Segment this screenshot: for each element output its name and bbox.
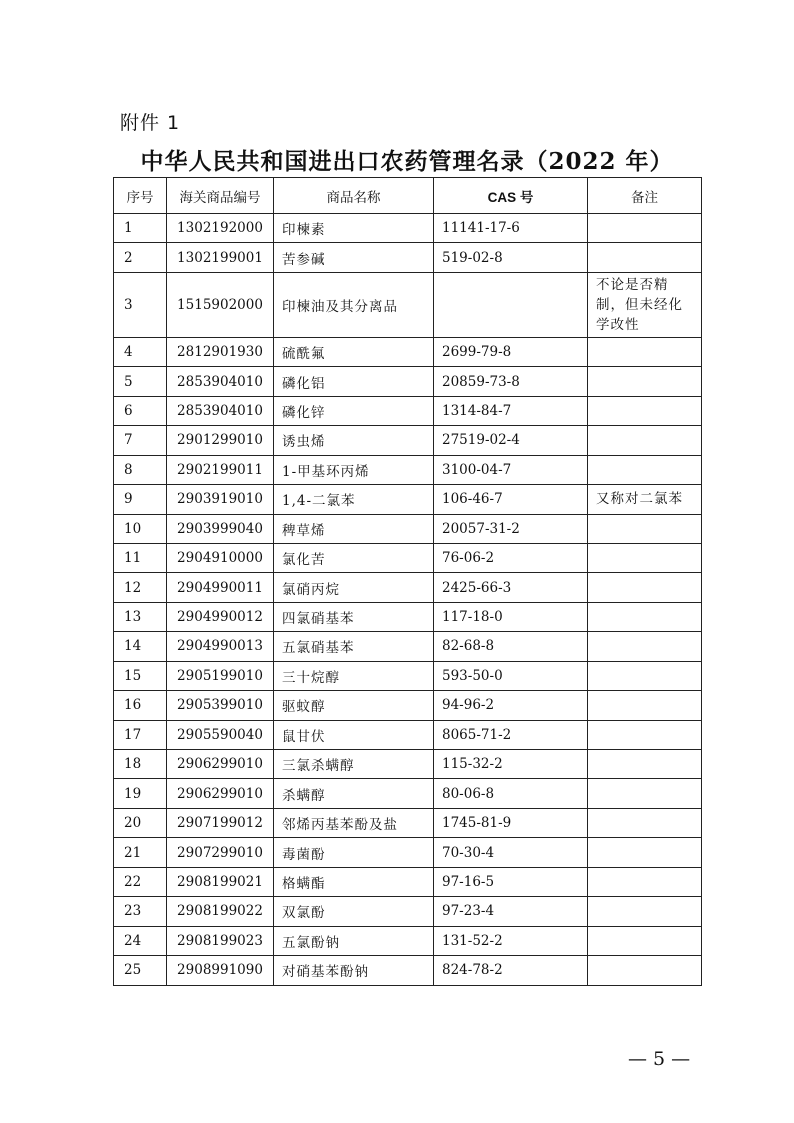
row-note: [588, 337, 702, 366]
row-number: 23: [114, 897, 167, 926]
row-cas-number: 76-06-2: [434, 543, 588, 572]
row-product-name: 毒菌酚: [274, 838, 434, 867]
row-number: 19: [114, 779, 167, 808]
row-hs-code: 2906299010: [167, 750, 274, 779]
row-hs-code: 2903999040: [167, 514, 274, 543]
row-number: 6: [114, 396, 167, 425]
row-hs-code: 2905199010: [167, 661, 274, 690]
row-hs-code: 2853904010: [167, 396, 274, 425]
header-no: 序号: [114, 178, 167, 214]
row-cas-number: 1314-84-7: [434, 396, 588, 425]
header-note: 备注: [588, 178, 702, 214]
row-number: 2: [114, 243, 167, 272]
row-note: [588, 455, 702, 484]
row-cas-number: 80-06-8: [434, 779, 588, 808]
table-row: [114, 867, 702, 896]
table-row: [114, 214, 702, 243]
table-row: [114, 543, 702, 572]
row-hs-code: 2908199023: [167, 926, 274, 955]
row-note: [588, 838, 702, 867]
row-note: [588, 632, 702, 661]
row-hs-code: 2904910000: [167, 543, 274, 572]
table-row: [114, 897, 702, 926]
table-row: [114, 808, 702, 837]
row-product-name: 驱蚊醇: [274, 691, 434, 720]
row-product-name: 氯化苦: [274, 543, 434, 572]
pesticide-table: [113, 177, 702, 986]
row-number: 3: [114, 272, 167, 337]
row-product-name: 氯硝丙烷: [274, 573, 434, 602]
table-row: [114, 632, 702, 661]
row-note: [588, 750, 702, 779]
row-number: 7: [114, 426, 167, 455]
table-header-row: [114, 178, 702, 214]
row-product-name: 1,4-二氯苯: [274, 485, 434, 514]
row-hs-code: 2905399010: [167, 691, 274, 720]
row-cas-number: 106-46-7: [434, 485, 588, 514]
row-note: [588, 867, 702, 896]
row-hs-code: 2906299010: [167, 779, 274, 808]
row-note: [588, 426, 702, 455]
row-product-name: 邻烯丙基苯酚及盐: [274, 808, 434, 837]
row-hs-code: 2853904010: [167, 367, 274, 396]
row-product-name: 稗草烯: [274, 514, 434, 543]
row-cas-number: 3100-04-7: [434, 455, 588, 484]
row-number: 8: [114, 455, 167, 484]
row-note: [588, 808, 702, 837]
header-cas: CAS 号: [434, 178, 588, 214]
table-row: [114, 455, 702, 484]
row-cas-number: 115-32-2: [434, 750, 588, 779]
header-code: 海关商品编号: [167, 178, 274, 214]
row-number: 18: [114, 750, 167, 779]
table-row: [114, 779, 702, 808]
row-product-name: 磷化铝: [274, 367, 434, 396]
table-row: [114, 750, 702, 779]
row-hs-code: 2903919010: [167, 485, 274, 514]
row-number: 24: [114, 926, 167, 955]
row-product-name: 五氯硝基苯: [274, 632, 434, 661]
row-hs-code: 1515902000: [167, 272, 274, 337]
page-number: — 5 —: [628, 1048, 691, 1070]
row-hs-code: 1302192000: [167, 214, 274, 243]
row-cas-number: 519-02-8: [434, 243, 588, 272]
row-hs-code: 2904990011: [167, 573, 274, 602]
row-cas-number: 131-52-2: [434, 926, 588, 955]
row-number: 17: [114, 720, 167, 749]
row-note: [588, 956, 702, 985]
row-cas-number: 27519-02-4: [434, 426, 588, 455]
row-cas-number: 20057-31-2: [434, 514, 588, 543]
table-row: [114, 573, 702, 602]
table-row: [114, 956, 702, 985]
table-row: [114, 367, 702, 396]
row-hs-code: 2904990012: [167, 602, 274, 631]
row-cas-number: 117-18-0: [434, 602, 588, 631]
row-cas-number: 593-50-0: [434, 661, 588, 690]
row-note: [588, 243, 702, 272]
row-product-name: 印楝油及其分离品: [274, 272, 434, 337]
row-hs-code: 2908199021: [167, 867, 274, 896]
row-note: [588, 897, 702, 926]
row-note: [588, 573, 702, 602]
row-number: 12: [114, 573, 167, 602]
table-row: [114, 396, 702, 425]
row-cas-number: 2425-66-3: [434, 573, 588, 602]
row-cas-number: 824-78-2: [434, 956, 588, 985]
annex-label: 附件 1: [120, 112, 181, 134]
table-row: [114, 243, 702, 272]
row-cas-number: 20859-73-8: [434, 367, 588, 396]
row-note: [588, 514, 702, 543]
row-cas-number: 70-30-4: [434, 838, 588, 867]
row-note: 不论是否精制，但未经化学改性: [588, 272, 702, 337]
row-cas-number: 94-96-2: [434, 691, 588, 720]
table-row: [114, 691, 702, 720]
table-row: [114, 272, 702, 337]
row-product-name: 对硝基苯酚钠: [274, 956, 434, 985]
row-product-name: 五氯酚钠: [274, 926, 434, 955]
row-hs-code: 1302199001: [167, 243, 274, 272]
row-product-name: 硫酰氟: [274, 337, 434, 366]
row-note: [588, 926, 702, 955]
table-row: [114, 838, 702, 867]
row-product-name: 四氯硝基苯: [274, 602, 434, 631]
table-row: [114, 514, 702, 543]
row-cas-number: 8065-71-2: [434, 720, 588, 749]
header-name: 商品名称: [274, 178, 434, 214]
row-number: 13: [114, 602, 167, 631]
table-row: [114, 426, 702, 455]
table-row: [114, 720, 702, 749]
row-note: 又称对二氯苯: [588, 485, 702, 514]
row-product-name: 诱虫烯: [274, 426, 434, 455]
row-number: 5: [114, 367, 167, 396]
row-hs-code: 2904990013: [167, 632, 274, 661]
row-note: [588, 367, 702, 396]
row-product-name: 苦参碱: [274, 243, 434, 272]
table-row: [114, 485, 702, 514]
row-note: [588, 543, 702, 572]
row-product-name: 格螨酯: [274, 867, 434, 896]
row-cas-number: 97-16-5: [434, 867, 588, 896]
row-number: 14: [114, 632, 167, 661]
row-product-name: 杀螨醇: [274, 779, 434, 808]
row-hs-code: 2905590040: [167, 720, 274, 749]
row-hs-code: 2812901930: [167, 337, 274, 366]
row-product-name: 鼠甘伏: [274, 720, 434, 749]
table-row: [114, 602, 702, 631]
row-number: 11: [114, 543, 167, 572]
row-number: 25: [114, 956, 167, 985]
row-note: [588, 396, 702, 425]
row-product-name: 印楝素: [274, 214, 434, 243]
row-number: 1: [114, 214, 167, 243]
row-hs-code: 2908991090: [167, 956, 274, 985]
row-note: [588, 720, 702, 749]
table-row: [114, 661, 702, 690]
row-product-name: 磷化锌: [274, 396, 434, 425]
row-product-name: 双氯酚: [274, 897, 434, 926]
row-note: [588, 602, 702, 631]
page-title: 中华人民共和国进出口农药管理名录（2022 年）: [140, 148, 674, 175]
row-note: [588, 661, 702, 690]
row-hs-code: 2901299010: [167, 426, 274, 455]
row-cas-number: 2699-79-8: [434, 337, 588, 366]
row-number: 16: [114, 691, 167, 720]
row-number: 22: [114, 867, 167, 896]
row-product-name: 三氯杀螨醇: [274, 750, 434, 779]
row-note: [588, 214, 702, 243]
table-row: [114, 337, 702, 366]
row-cas-number: 97-23-4: [434, 897, 588, 926]
row-number: 4: [114, 337, 167, 366]
row-number: 9: [114, 485, 167, 514]
row-product-name: 1-甲基环丙烯: [274, 455, 434, 484]
row-number: 20: [114, 808, 167, 837]
row-note: [588, 779, 702, 808]
row-cas-number: 1745-81-9: [434, 808, 588, 837]
row-hs-code: 2902199011: [167, 455, 274, 484]
row-cas-number: [434, 272, 588, 337]
row-note: [588, 691, 702, 720]
table-row: [114, 926, 702, 955]
row-number: 15: [114, 661, 167, 690]
row-cas-number: 82-68-8: [434, 632, 588, 661]
row-number: 10: [114, 514, 167, 543]
row-hs-code: 2908199022: [167, 897, 274, 926]
row-hs-code: 2907199012: [167, 808, 274, 837]
row-product-name: 三十烷醇: [274, 661, 434, 690]
row-hs-code: 2907299010: [167, 838, 274, 867]
row-number: 21: [114, 838, 167, 867]
row-cas-number: 11141-17-6: [434, 214, 588, 243]
